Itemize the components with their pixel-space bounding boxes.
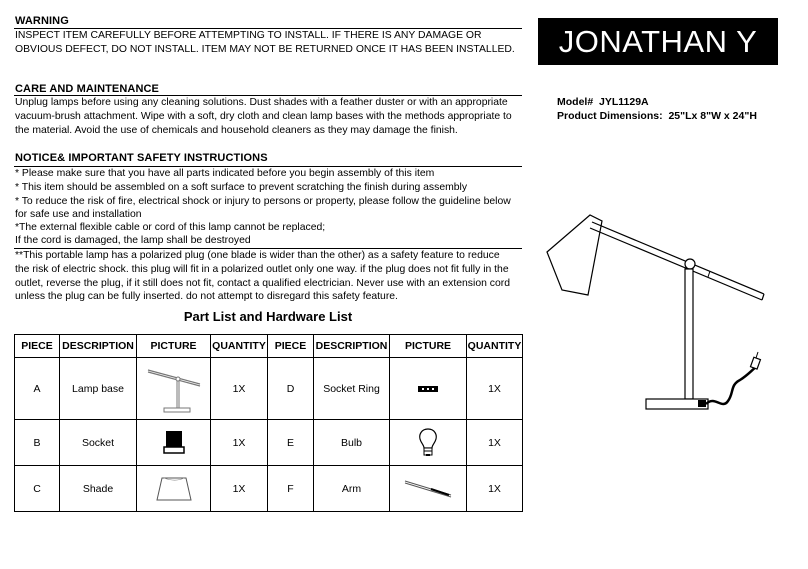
care-line-1: Unplug lamps before using any cleaning solutions. Dust shades with a feather duster or with an appropriate <box>15 97 508 108</box>
table-row <box>15 358 523 420</box>
notice-line: * This item should be assembled on a soft surface to prevent scratching the finish during assembly <box>15 182 468 193</box>
table-row <box>15 466 523 512</box>
piece-cell: E <box>268 420 314 466</box>
picture-cell <box>137 358 211 420</box>
description-cell: Socket Ring <box>314 358 390 420</box>
plug-line: the risk of electric shock. this plug will fit in a polarized outlet only one way. if the plug does not fit fully in the <box>15 264 509 275</box>
notice-line: * Please make sure that you have all parts indicated before you begin assembly of this item <box>15 168 435 179</box>
lamp-base-icon <box>144 364 204 414</box>
quantity-cell: 1X <box>211 466 268 512</box>
picture-cell <box>137 420 211 466</box>
warning-line-1: INSPECT ITEM CAREFULLY BEFORE ATTEMPTING TO INSTALL. IF THERE IS ANY DAMAGE OR <box>15 30 482 41</box>
notice-line: *The external flexible cable or cord of this lamp cannot be replaced; <box>15 222 326 233</box>
column-header: DESCRIPTION <box>314 335 390 358</box>
plug-line: **This portable lamp has a polarized plug (one blade is wider than the other) as a safety feature to reduce <box>15 250 500 261</box>
piece-cell: D <box>268 358 314 420</box>
piece-cell: F <box>268 466 314 512</box>
description-cell: Lamp base <box>60 358 137 420</box>
table-row <box>15 420 523 466</box>
brand-logo: JONATHAN Y <box>538 18 778 65</box>
notice-line: * To reduce the risk of fire, electrical shock or injury to persons or property, please follow the guideline below <box>15 196 511 207</box>
piece-cell: B <box>15 420 60 466</box>
quantity-cell: 1X <box>467 420 523 466</box>
model-value: JYL1129A <box>599 96 649 108</box>
model-number <box>557 95 649 109</box>
description-cell: Bulb <box>314 420 390 466</box>
model-label: Model# <box>557 96 594 108</box>
socket-icon <box>163 429 185 457</box>
plug-line: outlet, reverse the plug, if it still does not fit, contact a qualified electrician. Never use with an extension cord <box>15 278 510 289</box>
column-header: PICTURE <box>390 335 467 358</box>
quantity-cell: 1X <box>467 466 523 512</box>
notice-line: for safe use and installation <box>15 209 142 220</box>
column-header: DESCRIPTION <box>60 335 137 358</box>
quantity-cell: 1X <box>467 358 523 420</box>
table-header-row <box>15 335 523 358</box>
quantity-cell: 1X <box>211 420 268 466</box>
care-line-3: the material. Avoid the use of chemicals and household cleaners as they may damage the finish. <box>15 125 458 136</box>
care-line-2: vacuum-brush attachment. Wipe with a soft, dry cloth and clean lamp bases with the methods appropriate to <box>15 111 512 122</box>
column-header: PIECE <box>15 335 60 358</box>
column-header: PIECE <box>268 335 314 358</box>
lamp-illustration-icon <box>530 195 780 420</box>
shade-icon <box>154 475 194 503</box>
parts-title: Part List and Hardware List <box>183 309 353 324</box>
warning-line-2: OBVIOUS DEFECT, DO NOT INSTALL. ITEM MAY NOT BE RETURNED ONCE IT HAS BEEN INSTALLED. <box>15 44 515 55</box>
notice-line: If the cord is damaged, the lamp shall be destroyed <box>15 235 251 246</box>
parts-table <box>14 334 523 512</box>
arm-icon <box>403 478 453 500</box>
description-cell: Socket <box>60 420 137 466</box>
picture-cell <box>390 466 467 512</box>
piece-cell: A <box>15 358 60 420</box>
picture-cell <box>390 358 467 420</box>
socket-ring-icon <box>416 384 440 394</box>
dims-value: 25"Lx 8"W x 24"H <box>668 110 757 122</box>
column-header: QUANTITY <box>467 335 523 358</box>
product-dimensions <box>557 109 757 123</box>
quantity-cell: 1X <box>211 358 268 420</box>
bulb-icon <box>417 427 439 459</box>
description-cell: Shade <box>60 466 137 512</box>
plug-line: unless the plug can be fully inserted. do not attempt to disregard this safety feature. <box>15 291 398 302</box>
picture-cell <box>137 466 211 512</box>
warning-heading: WARNING <box>15 15 69 27</box>
column-header: QUANTITY <box>211 335 268 358</box>
description-cell: Arm <box>314 466 390 512</box>
piece-cell: C <box>15 466 60 512</box>
notice-heading: NOTICE& IMPORTANT SAFETY INSTRUCTIONS <box>15 152 268 164</box>
column-header: PICTURE <box>137 335 211 358</box>
care-heading: CARE AND MAINTENANCE <box>15 83 159 95</box>
dims-label: Product Dimensions: <box>557 110 663 122</box>
picture-cell <box>390 420 467 466</box>
